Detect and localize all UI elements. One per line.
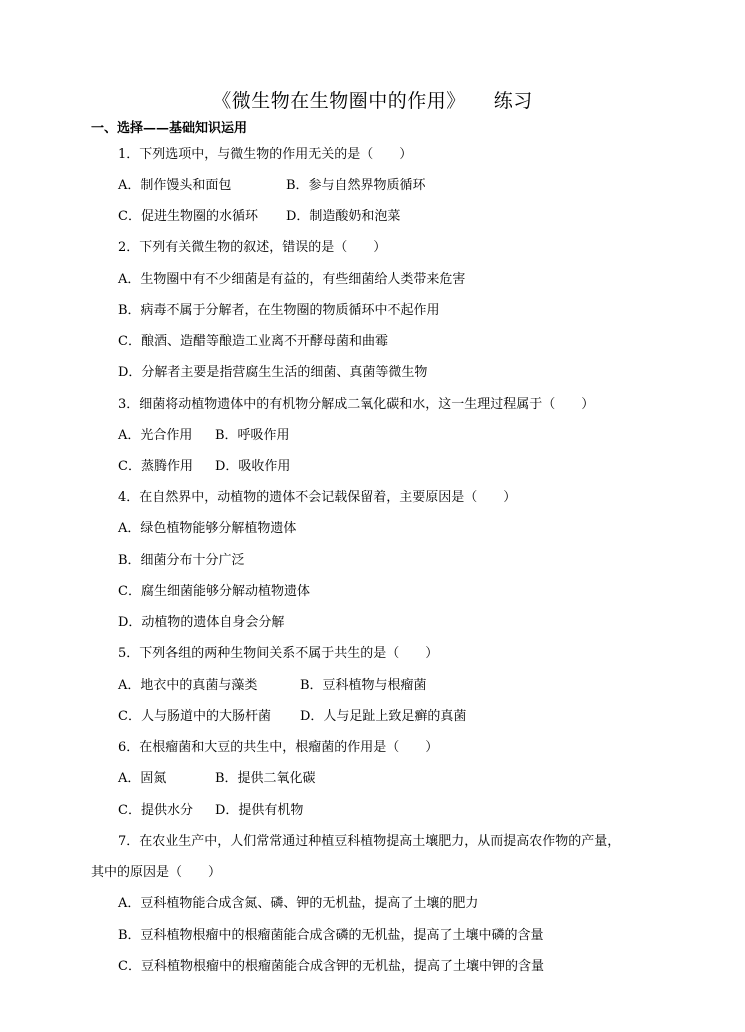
option-d: D．制造酸奶和泡菜 (286, 209, 401, 224)
question-4-stem: 4．在自然界中，动植物的遗体不会记载保留着，主要原因是（ ） (118, 490, 517, 505)
question-3-stem: 3．细菌将动植物遗体中的有机物分解成二氧化碳和水，这一生理过程属于（ ） (118, 397, 595, 412)
question-6-options-row2 (118, 803, 303, 819)
title-suffix: 练习 (493, 90, 533, 112)
option-a: A．制作馒头和面包 (118, 178, 232, 193)
option-b: B．参与自然界物质循环 (286, 178, 426, 193)
option-d: D．提供有机物 (215, 803, 304, 818)
question-6-options-row1 (118, 771, 316, 787)
option-b: B．病毒不属于分解者，在生物圈的物质循环中不起作用 (118, 303, 440, 318)
question-1-stem: 1．下列选项中，与微生物的作用无关的是（ ） (118, 147, 413, 162)
option-c: C．人与肠道中的大肠杆菌 (118, 709, 271, 724)
option-a: A．生物圈中有不少细菌是有益的，有些细菌给人类带来危害 (118, 272, 466, 287)
question-5-options-row1 (118, 678, 427, 694)
page-title (0, 86, 745, 113)
option-a: A．绿色植物能够分解植物遗体 (118, 521, 297, 536)
question-7-stem-continued: 其中的原因是（ ） (91, 865, 222, 880)
option-b: B．呼吸作用 (215, 428, 290, 443)
option-c: C．酿酒、造醋等酿造工业离不开酵母菌和曲霉 (118, 334, 388, 349)
option-a: A．地衣中的真菌与藻类 (118, 678, 258, 693)
section-heading: 一、选择——基础知识运用 (91, 121, 248, 136)
title-main: 《微生物在生物圈中的作用》 (212, 90, 466, 112)
option-c: C．腐生细菌能够分解动植物遗体 (118, 584, 310, 599)
option-a: A．固氮 (118, 771, 167, 786)
question-7-stem: 7．在农业生产中，人们常常通过种植豆科植物提高土壤肥力，从而提高农作物的产量， (118, 834, 621, 849)
question-1-options-row2 (118, 209, 400, 225)
option-c: C．豆科植物根瘤中的根瘤菌能合成含钾的无机盐，提高了土壤中钾的含量 (118, 959, 544, 974)
option-b: B．豆科植物与根瘤菌 (300, 678, 427, 693)
question-6-stem: 6．在根瘤菌和大豆的共生中，根瘤菌的作用是（ ） (118, 740, 439, 755)
option-c: C．蒸腾作用 (118, 459, 193, 474)
option-b: B．豆科植物根瘤中的根瘤菌能合成含磷的无机盐，提高了土壤中磷的含量 (118, 928, 544, 943)
option-c: C．提供水分 (118, 803, 193, 818)
option-c: C．促进生物圈的水循环 (118, 209, 258, 224)
option-b: B．细菌分布十分广泛 (118, 553, 245, 568)
question-3-options-row2 (118, 459, 290, 475)
option-d: D．人与足趾上致足癣的真菌 (300, 709, 467, 724)
question-1-options-row1 (118, 178, 426, 194)
option-d: D．分解者主要是指营腐生生活的细菌、真菌等微生物 (118, 365, 428, 380)
option-d: D．动植物的遗体自身会分解 (118, 615, 285, 630)
question-5-options-row2 (118, 709, 466, 725)
question-2-stem: 2．下列有关微生物的叙述，错误的是（ ） (118, 240, 387, 255)
option-b: B．提供二氧化碳 (215, 771, 316, 786)
question-5-stem: 5．下列各组的两种生物间关系不属于共生的是（ ） (118, 646, 439, 661)
option-d: D．吸收作用 (215, 459, 291, 474)
option-a: A．光合作用 (118, 428, 193, 443)
question-3-options-row1 (118, 428, 290, 444)
option-a: A．豆科植物能合成含氮、磷、钾的无机盐，提高了土壤的肥力 (118, 896, 479, 911)
